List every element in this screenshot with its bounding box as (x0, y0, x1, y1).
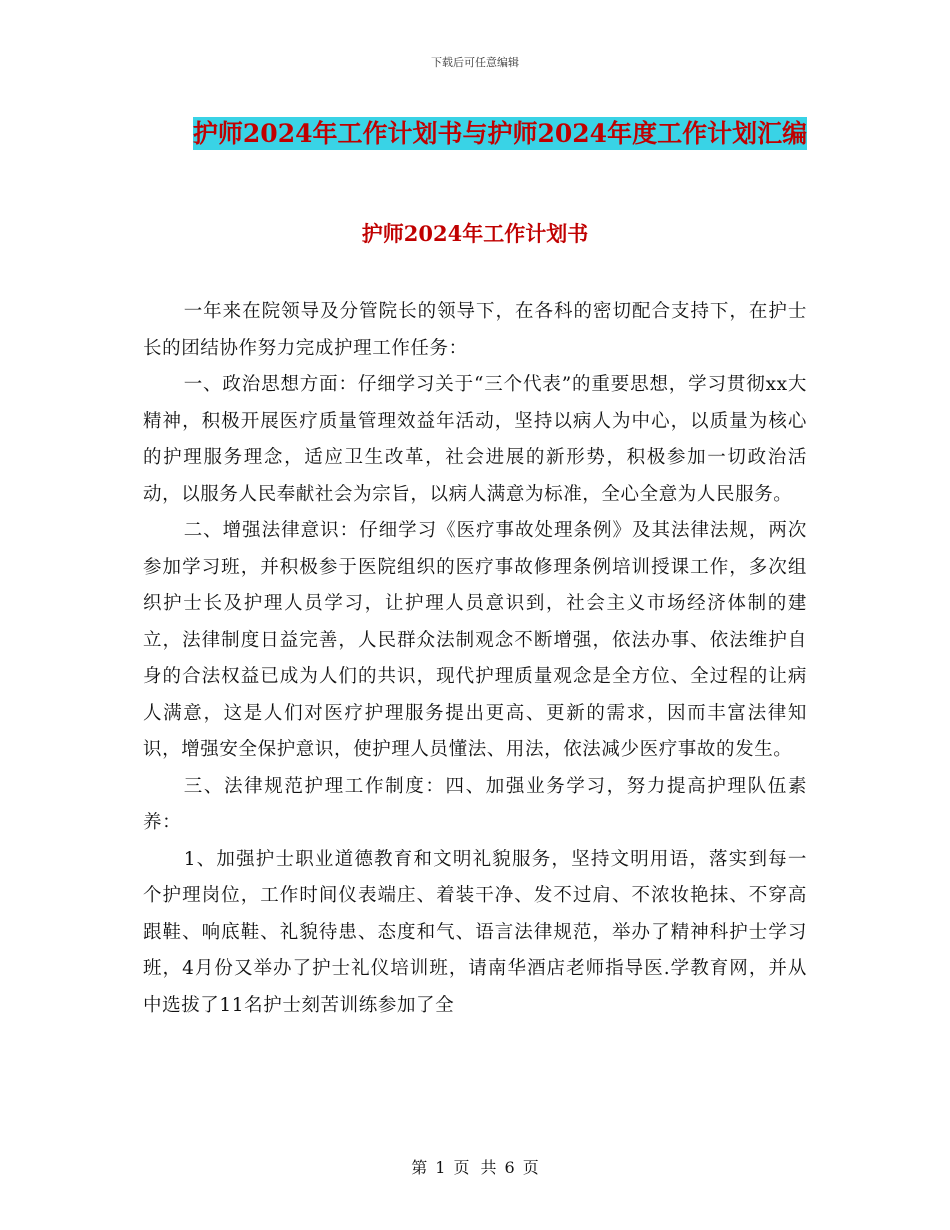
paragraph-rules: 三、法律规范护理工作制度：四、加强业务学习，努力提高护理队伍素养： (143, 775, 807, 833)
total-pages: 6 (504, 1158, 515, 1177)
document-body (143, 294, 807, 1024)
paragraph-training: 1、加强护士职业道德教育和文明礼貌服务，坚持文明用语，落实到每一个护理岗位，工作时间仪表端庄、着装干净、发不过肩、不浓妆艳抹、不穿高跟鞋、响底鞋、礼貌待患、态度和气、语言法律规范，举办了精神科护士学习班，4月份又举办了护士礼仪培训班，请南华酒店老师指导医.学教育网，并从中选拔了11名护士刻苦训练参加了全 (143, 848, 807, 1016)
page-prefix: 第 (411, 1158, 428, 1177)
document-title (190, 110, 810, 158)
page-number: 1 (435, 1158, 446, 1177)
page-suffix: 页 (522, 1158, 539, 1177)
document-title-text: 护师2024年工作计划书与护师2024年度工作计划汇编 (192, 119, 808, 148)
page-mid: 页 共 (453, 1158, 497, 1177)
header-note: 下载后可任意编辑 (431, 56, 519, 69)
paragraph-law: 二、增强法律意识：仔细学习《医疗事故处理条例》及其法律法规，两次参加学习班，并积极参于医院组织的医疗事故修理条例培训授课工作，多次组织护士长及护理人员学习，让护理人员意识到，社会主义市场经济体制的建立，法律制度日益完善，人民群众法制观念不断增强，依法办事、依法维护自身的合法权益已成为人们的共识，现代护理质量观念是全方位、全过程的让病人满意，这是人们对医疗护理服务提出更高、更新的需求，因而丰富法律知识，增强安全保护意识，使护理人员懂法、用法，依法减少医疗事故的发生。 (143, 520, 807, 760)
paragraph-politics: 一、政治思想方面：仔细学习关于“三个代表”的重要思想，学习贯彻xx大精神，积极开展医疗质量管理效益年活动，坚持以病人为中心，以质量为核心的护理服务理念，适应卫生改革，社会进展的新形势，积极参加一切政治活动，以服务人民奉献社会为宗旨，以病人满意为标准，全心全意为人民服务。 (143, 374, 807, 505)
paragraph-intro: 一年来在院领导及分管院长的领导下，在各科的密切配合支持下，在护士长的团结协作努力完成护理工作任务： (143, 301, 807, 359)
section-title: 护师2024年工作计划书 (361, 221, 589, 246)
page-footer (0, 1155, 950, 1178)
